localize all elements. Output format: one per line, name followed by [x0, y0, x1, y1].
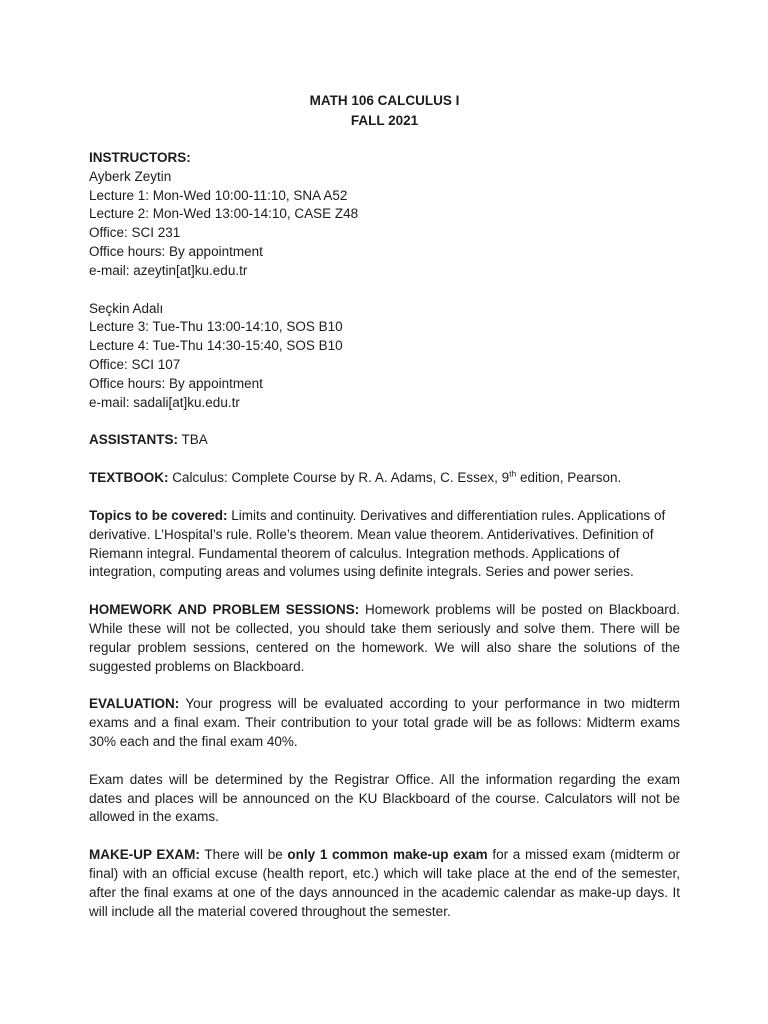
- homework-text: Homework problems will be posted on Blackboard. While these will not be collected, you should take them seriously and solve them. There will be regular problem sessions, centered on the homework. We will also share the solutions of the suggested problems on Blackboard.: [89, 602, 680, 674]
- instructor-1-lecture-2: Lecture 2: Mon-Wed 13:00-14:10, CASE Z48: [89, 206, 359, 222]
- textbook-line: [89, 469, 680, 488]
- textbook-edition-sup: th: [509, 468, 517, 479]
- homework-label: HOMEWORK AND PROBLEM SESSIONS:: [89, 602, 360, 618]
- topics-paragraph: [89, 507, 680, 582]
- instructor-2-hours: Office hours: By appointment: [89, 375, 263, 391]
- instructor-2-lecture-3: Lecture 3: Tue-Thu 13:00-14:10, SOS B10: [89, 319, 343, 335]
- course-title: MATH 106 CALCULUS I: [309, 93, 460, 108]
- instructor-2-lecture-4: Lecture 4: Tue-Thu 14:30-15:40, SOS B10: [89, 338, 343, 354]
- makeup-paragraph: [89, 846, 680, 921]
- instructor-2-email: e-mail: sadali[at]ku.edu.tr: [89, 394, 240, 410]
- homework-paragraph: [89, 601, 680, 676]
- makeup-label: MAKE-UP EXAM:: [89, 847, 200, 863]
- assistants-line: [89, 431, 680, 450]
- instructor-2-name: Seçkin Adalı: [89, 300, 164, 316]
- exam-dates-text: Exam dates will be determined by the Registrar Office. All the information regarding the exam dates and places will be announced on the KU Blackboard of the course. Calculators will not be allowed in the exams.: [89, 771, 680, 825]
- assistants-value: TBA: [178, 432, 208, 448]
- makeup-text-a: There will be: [199, 847, 288, 863]
- assistants-label: ASSISTANTS:: [89, 432, 179, 448]
- instructor-1-office: Office: SCI 231: [89, 225, 181, 241]
- instructor-1-lecture-1: Lecture 1: Mon-Wed 10:00-11:10, SNA A52: [89, 187, 348, 203]
- instructor-1-email: e-mail: azeytin[at]ku.edu.tr: [89, 262, 248, 278]
- course-term: FALL 2021: [350, 113, 419, 128]
- evaluation-paragraph: [89, 695, 680, 751]
- instructor-1-name: Ayberk Zeytin: [89, 168, 172, 184]
- textbook-value-end: edition, Pearson.: [516, 470, 622, 486]
- topics-text: Limits and continuity. Derivatives and differentiation rules. Applications of derivative. L’Hospital’s rule. Rolle’s theorem. Mean value theorem. Antiderivatives. Definition of Riemann integral. Fundamental theorem of calculus. Integration methods. Applications of integration, computing areas and volumes using definite integrals. Series and power series.: [89, 507, 666, 580]
- exam-dates-paragraph: [89, 771, 680, 827]
- instructor-1-hours: Office hours: By appointment: [89, 243, 263, 259]
- makeup-emphasis: only 1 common make-up exam: [287, 847, 488, 863]
- evaluation-label: EVALUATION:: [89, 696, 180, 712]
- instructor-2-office: Office: SCI 107: [89, 356, 181, 372]
- textbook-value: Calculus: Complete Course by R. A. Adams, C. Essex, 9: [168, 470, 510, 486]
- topics-label: Topics to be covered:: [89, 507, 228, 523]
- instructors-section: [89, 149, 680, 412]
- evaluation-text: Your progress will be evaluated according to your performance in two midterm exams and a final exam. Their contribution to your total grade will be as follows: Midterm exams 30% each and the final exam 40%.: [89, 696, 680, 749]
- textbook-label: TEXTBOOK:: [89, 470, 169, 486]
- makeup-text-b: for a missed exam (midterm or final) with an official excuse (health report, etc.) which will take place at the end of the semester, after the final exams at one of the days announced in the academic calendar as make-up days. It will include all the material covered throughout the semester.: [89, 847, 680, 919]
- instructors-heading: INSTRUCTORS:: [89, 150, 191, 165]
